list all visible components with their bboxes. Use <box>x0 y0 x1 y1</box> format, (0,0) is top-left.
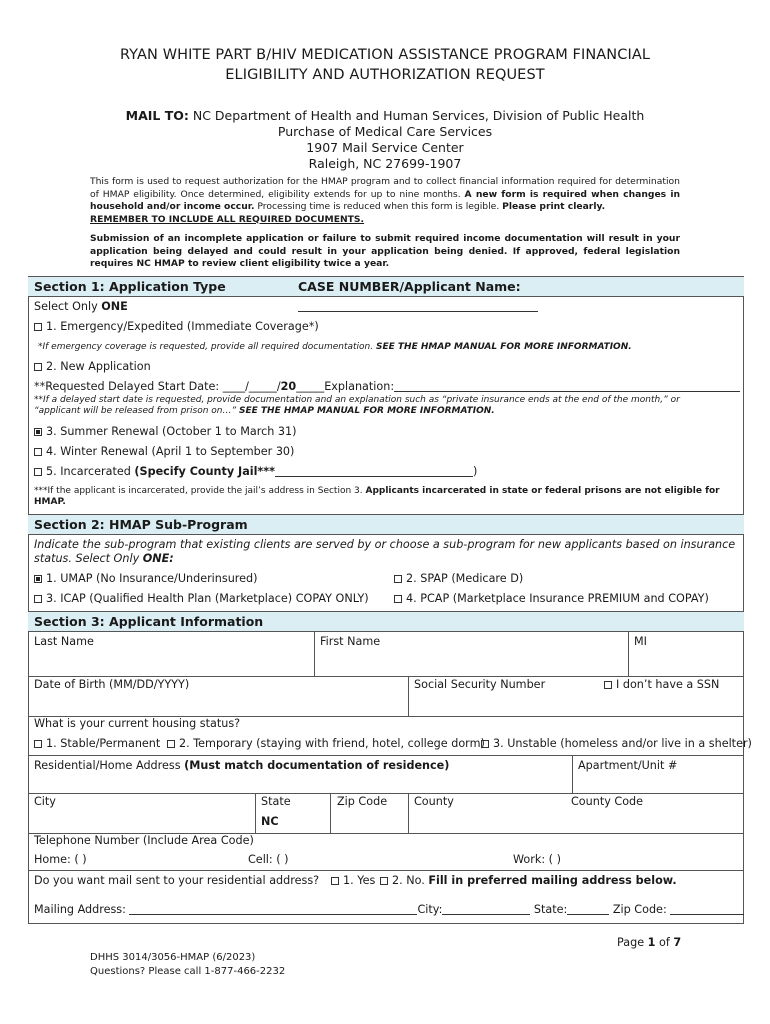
home-phone-field[interactable]: Home: ( ) <box>34 853 87 866</box>
county-code-field[interactable]: County Code <box>571 795 644 808</box>
no-ssn-option[interactable]: I don’t have a SSN <box>604 678 719 692</box>
cell-phone-field[interactable]: Cell: ( ) <box>248 853 289 866</box>
housing-option3[interactable]: 3. Unstable (homeless and/or live in a shelter) <box>481 737 752 751</box>
last-name-field[interactable]: Last Name <box>34 635 94 648</box>
housing-option2-checkbox[interactable] <box>167 740 175 748</box>
delayed-note2: “applicant will be released from prison on…” SEE THE HMAP MANUAL FOR MORE INFORMATION. <box>34 406 495 416</box>
s1-option1-note: *If emergency coverage is requested, provide all required documentation. SEE THE HMAP MANUAL FOR MORE INFORMATION. <box>38 342 632 352</box>
form-title-line1: RYAN WHITE PART B/HIV MEDICATION ASSISTANCE PROGRAM FINANCIAL <box>119 47 651 63</box>
mail-line4: Raleigh, NC 27699-1907 <box>308 156 462 171</box>
s1-option4-checkbox[interactable] <box>34 448 42 456</box>
divider <box>314 632 315 676</box>
intro-bold2: Please print clearly. <box>502 201 606 212</box>
section1-header <box>28 276 744 297</box>
form-title-line2: ELIGIBILITY AND AUTHORIZATION REQUEST <box>225 67 545 83</box>
divider <box>28 755 744 756</box>
s1-option3-checkbox[interactable] <box>34 428 42 436</box>
first-name-field[interactable]: First Name <box>320 635 381 648</box>
intro-paragraph <box>90 176 680 226</box>
mail-no-checkbox[interactable] <box>380 877 388 885</box>
intro-reminder: REMEMBER TO INCLUDE ALL REQUIRED DOCUMENTS. <box>90 213 365 225</box>
s2-option3-checkbox[interactable] <box>34 595 42 603</box>
housing-option1-checkbox[interactable] <box>34 740 42 748</box>
divider <box>330 793 331 833</box>
divider <box>28 793 744 794</box>
intro-text-b: Processing time is reduced when this form is legible. <box>254 201 503 212</box>
housing-option1[interactable]: 1. Stable/Permanent <box>34 737 160 751</box>
delayed-start-field[interactable]: **Requested Delayed Start Date: ____/_____/20_____Explanation: <box>34 380 740 394</box>
mail-line2: Purchase of Medical Care Services <box>277 124 493 139</box>
divider <box>255 793 256 833</box>
housing-option3-checkbox[interactable] <box>481 740 489 748</box>
divider <box>408 793 409 833</box>
jail-note: ***If the applicant is incarcerated, provide the jail’s address in Section 3. Applicants incarcerated in state or federal prisons are not eligible for <box>34 486 720 496</box>
jail-note-end: HMAP. <box>34 497 66 507</box>
s1-option2[interactable]: 2. New Application <box>34 360 151 374</box>
s2-option4[interactable]: 4. PCAP (Marketplace Insurance PREMIUM and COPAY) <box>394 592 709 606</box>
s2-option2[interactable]: 2. SPAP (Medicare D) <box>394 572 523 586</box>
apartment-field[interactable]: Apartment/Unit # <box>578 759 678 772</box>
s2-instructions1: Indicate the sub-program that existing clients are served by or choose a sub-program for new applicants based on insurance <box>34 538 736 551</box>
residential-address-field[interactable]: Residential/Home Address (Must match documentation of residence) <box>34 759 450 772</box>
s2-instructions2: status. Select Only ONE: <box>34 552 174 565</box>
s1-option3[interactable]: 3. Summer Renewal (October 1 to March 31) <box>34 425 296 439</box>
state-field[interactable]: State <box>261 795 291 808</box>
housing-option2[interactable]: 2. Temporary (staying with friend, hotel, college dorm) <box>167 737 485 751</box>
page-number: Page 1 of 7 <box>617 936 682 949</box>
mail-yes-option[interactable]: 1. Yes <box>331 874 375 888</box>
mail-line3: 1907 Mail Service Center <box>306 140 464 155</box>
mail-yes-checkbox[interactable] <box>331 877 339 885</box>
s1-option5[interactable]: 5. Incarcerated (Specify County Jail*** ) <box>34 465 477 479</box>
s1-option4[interactable]: 4. Winter Renewal (April 1 to September 30) <box>34 445 294 459</box>
county-field[interactable]: County <box>414 795 454 808</box>
case-number-label: CASE NUMBER/Applicant Name: <box>298 277 744 315</box>
select-only: Select Only ONE <box>34 300 128 313</box>
zip-field[interactable]: Zip Code <box>337 795 388 808</box>
state-value: NC <box>261 815 279 828</box>
intro-warning: Submission of an incomplete application or failure to submit required income documentation will result in your application being delayed and could result in your application being denied. If approved, federal legislation requires NC HMAP to review client eligibility twice a year. <box>90 233 680 269</box>
dob-field[interactable]: Date of Birth (MM/DD/YYYY) <box>34 678 190 691</box>
intro-text: This form is used to request authorization for the HMAP program and to collect financial information required for determination of HMAP eligibility. Once determined, eligibility extends for up to nine months. <box>90 176 680 200</box>
s2-option3[interactable]: 3. ICAP (Qualified Health Plan (Marketplace) COPAY ONLY) <box>34 592 369 606</box>
delayed-note1: **If a delayed start date is requested, provide documentation and an explanation such as “private insurance ends at the end of the month,” or <box>34 395 680 405</box>
city-field[interactable]: City <box>34 795 56 808</box>
s2-option4-checkbox[interactable] <box>394 595 402 603</box>
s1-option1[interactable]: 1. Emergency/Expedited (Immediate Coverage*) <box>34 320 319 334</box>
s1-option2-checkbox[interactable] <box>34 363 42 371</box>
mail-to-block <box>0 108 770 172</box>
mail-no-option[interactable]: 2. No. Fill in preferred mailing address below. <box>380 874 677 888</box>
mailing-address-field[interactable]: Mailing Address: City: State: Zip Code: <box>34 903 744 917</box>
mail-to-label: MAIL TO: <box>125 108 189 123</box>
divider <box>628 632 629 676</box>
telephone-label: Telephone Number (Include Area Code) <box>34 834 254 847</box>
questions-phone: Questions? Please call 1-877-466-2232 <box>90 966 286 977</box>
section3-header: Section 3: Applicant Information <box>28 611 744 632</box>
divider <box>28 870 744 871</box>
divider <box>572 755 573 793</box>
s1-option5-checkbox[interactable] <box>34 468 42 476</box>
s2-option2-checkbox[interactable] <box>394 575 402 583</box>
s1-option1-checkbox[interactable] <box>34 323 42 331</box>
s2-option1-checkbox[interactable] <box>34 575 42 583</box>
s2-option1[interactable]: 1. UMAP (No Insurance/Underinsured) <box>34 572 258 586</box>
intro-bold: A new form is required when changes in household and/or income occur. <box>90 188 681 212</box>
work-phone-field[interactable]: Work: ( ) <box>513 853 561 866</box>
ssn-field[interactable]: Social Security Number <box>414 678 546 691</box>
no-ssn-checkbox[interactable] <box>604 681 612 689</box>
mail-line1: NC Department of Health and Human Services, Division of Public Health <box>188 108 645 123</box>
mi-field[interactable]: MI <box>634 635 647 648</box>
form-id: DHHS 3014/3056-HMAP (6/2023) <box>90 952 256 963</box>
housing-question: What is your current housing status? <box>34 717 241 730</box>
section1-title: Section 1: Application Type <box>34 279 226 294</box>
divider <box>408 676 409 716</box>
section2-header: Section 2: HMAP Sub-Program <box>28 514 744 535</box>
divider <box>28 676 744 677</box>
mail-question: Do you want mail sent to your residential address? <box>34 874 320 887</box>
